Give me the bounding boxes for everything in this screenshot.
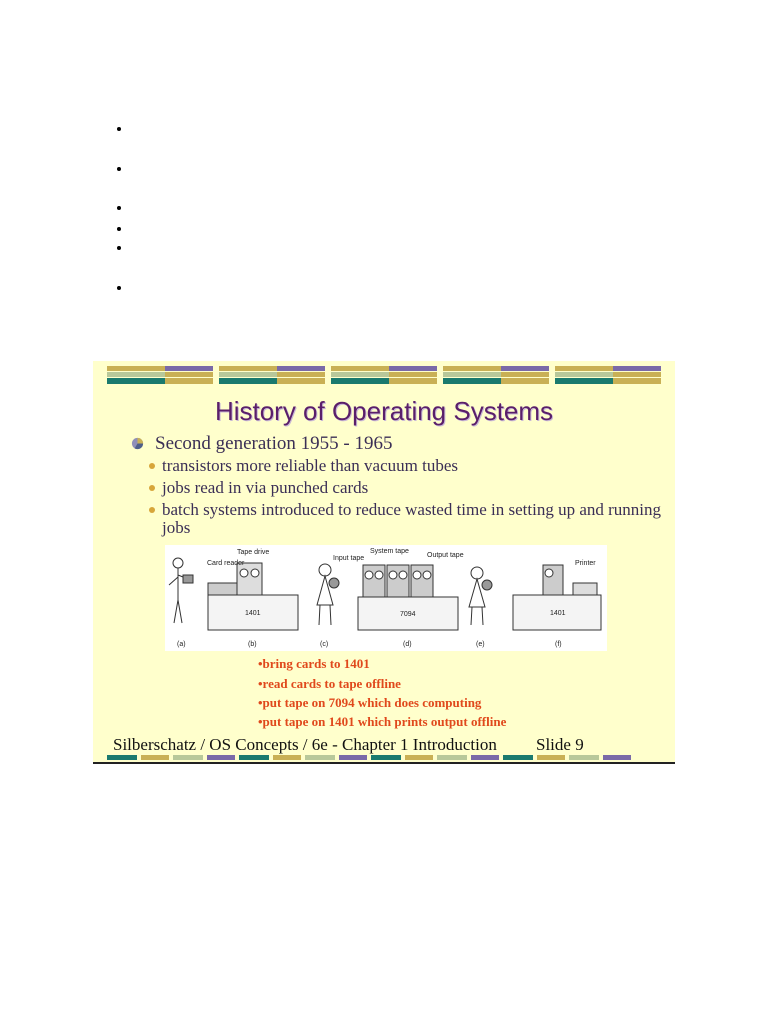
step-text: •read cards to tape offline [258,676,401,691]
bullet-dot-icon [149,507,155,513]
label-system-tape: System tape [370,548,409,555]
step-text: •put tape on 7094 which does computing [258,695,482,710]
panel-label: (a) [177,641,186,648]
label-printer: Printer [575,560,596,567]
step-text: •bring cards to 1401 [258,656,370,671]
ibm-1401-printer-icon [513,565,601,630]
bullet-dot [117,227,121,231]
bar-block [555,366,661,386]
sub-bullet: jobs read in via punched cards [162,478,369,497]
bullet-dot [117,206,121,210]
panel-label: (c) [320,641,329,648]
slide-number: Slide 9 [536,735,584,754]
label-output-tape: Output tape [427,552,464,559]
panel-label: (e) [476,641,485,648]
decorative-top-bars [107,366,661,386]
sub-bullet: batch systems introduced to reduce wasted time in setting up and running jobs [162,500,662,537]
level1-bullet: Second generation 1955 - 1965 [155,433,393,454]
slide-footer: Silberschatz / OS Concepts / 6e - Chapter 1 Introduction [113,735,497,754]
bullet-dot-icon [149,463,155,469]
bar-block [107,366,213,386]
step-text: •put tape on 1401 which prints output offline [258,714,507,729]
ibm-1401-card-reader-icon [208,563,298,630]
bullet-dot [117,127,121,131]
slide-title: History of Operating Systems [214,396,554,426]
panel-label: (d) [403,641,412,648]
bullet-dot-icon [149,485,155,491]
bar-block [331,366,437,386]
decorative-bottom-bars [107,755,635,760]
empty-bullet-list [0,0,768,340]
sub-bullet: transistors more reliable than vacuum tubes [162,456,458,475]
label-7094: 7094 [400,611,416,618]
panel-label: (b) [248,641,257,648]
operator-figure-icon [469,567,492,625]
bottom-rule [93,762,675,764]
label-input-tape: Input tape [333,555,365,562]
bullet-dot [117,246,121,250]
bar-block [443,366,549,386]
operator-figure-icon [169,558,193,623]
bar-block [219,366,325,386]
ibm-7094-computer-icon [358,565,458,630]
bullet-dot [117,167,121,171]
bullet-dot [117,286,121,290]
label-tape-drive: Tape drive [237,549,270,556]
label-card-reader: Card reader [207,560,245,567]
label-1401-b: 1401 [550,610,566,617]
panel-label: (f) [555,641,562,648]
label-1401-a: 1401 [245,610,261,617]
batch-system-illustration [165,545,607,651]
operator-figure-icon [317,564,339,625]
slide-image [93,361,675,764]
